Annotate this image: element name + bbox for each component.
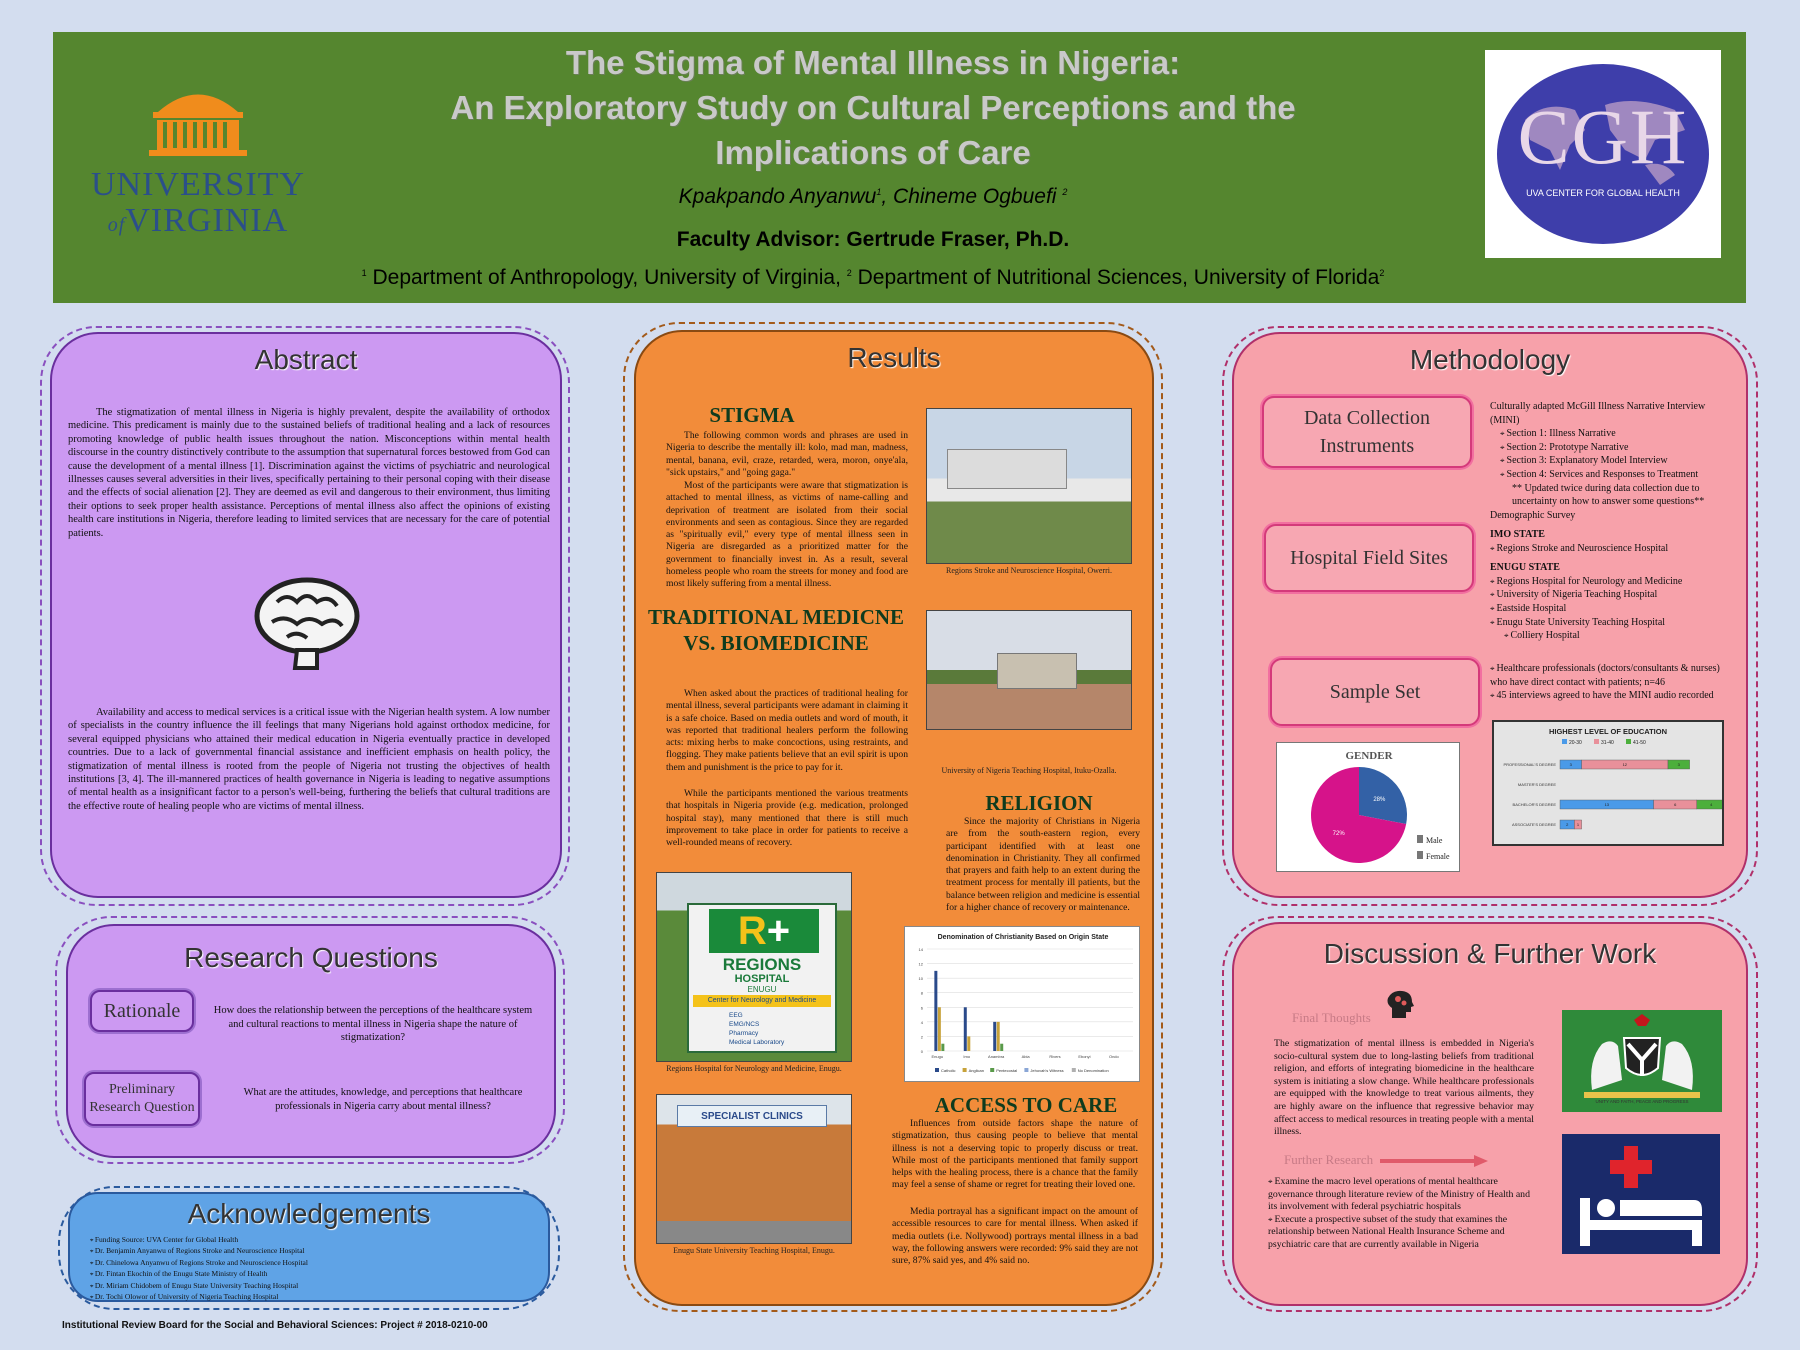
- nigeria-coat-of-arms: [1562, 1010, 1722, 1112]
- arrow-icon: [1380, 1154, 1490, 1168]
- results-title: Results: [847, 342, 941, 373]
- abstract-p1: The stigmatization of mental illness in Nigeria is highly prevalent, despite the availability of orthodox medicine. This predicament is mainly due to the sustained beliefs of traditional healing and a lack of resources promoting knowledge of public health issues throughout the nation. Misconceptions within mental health discourse in the country distinctively contribute to the assumption that supernatural forces bestowed from God can cause the development of a mental illness [1]. Discrimination against the victims of psychiatric and neurological illnesses causes several adversities in their lives, specifically pertaining to their personal coping with their disease and the effects of social alienation [2]. They are deemed as evil and dangerous to their environment, thus limiting their options to seek proper health assistance. Perceptions of mental illness also affect the opinions of existing health care institutions in Nigeria, therefore leading to limited services that are necessary for the care of potential patients.: [68, 407, 550, 539]
- discussion-title: Discussion & Further Work: [1323, 938, 1657, 969]
- legend-swatch: [990, 1068, 994, 1072]
- stigma-heading: STIGMA: [709, 403, 795, 427]
- title-line: The Stigma of Mental Illness in Nigeria:: [565, 44, 1181, 81]
- list-item: ⌖ Dr. Chinelowa Anyanwu of Regions Stroke and Neuroscience Hospital: [90, 1258, 308, 1269]
- legend-label: 20-30: [1569, 740, 1582, 746]
- instruments-list: [1490, 400, 1734, 522]
- list-item: ⌖ Dr. Tochi Olowor of University of Nigeria Teaching Hospital: [90, 1292, 308, 1303]
- legend-label: Jehovah's Witness: [1030, 1068, 1064, 1073]
- hospital-bed-icon: [1562, 1134, 1720, 1254]
- data-label: 3: [1677, 762, 1680, 767]
- list-item: ⌖ Dr. Benjamin Anyanwu of Regions Stroke and Neuroscience Hospital: [90, 1246, 308, 1257]
- x-tick-label: Imo: [963, 1054, 971, 1059]
- author1: Kpakpando Anyanwu: [678, 185, 877, 208]
- x-tick-label: Rivers: [1049, 1054, 1061, 1059]
- list-item: ⌖ Regions Hospital for Neurology and Medicine: [1490, 575, 1734, 589]
- stigma-p1: The following common words and phrases are used in Nigeria to describe the mentally ill: kolo, mad man, madness, mental, banana, evil, craze, retarded, wera, moron, onye'ala, "sick upstairs," and "going gaga.": [666, 430, 908, 478]
- stigma-p2: Most of the participants were aware that stigmatization is attached to mental illness, as victims of name-calling and deprivation of treatment are isolated from their social environments and seen as contagious. Since they are regarded as "spiritually evil," every type of mental illness seen in Nigeria are disregarded as a prioritized matter for the government to financially invest in. As a result, several homeless people who roam the streets for money and food are most likely suffering from a mental illness.: [666, 480, 908, 590]
- sign-r: R: [737, 909, 767, 953]
- list-item: ⌖ Eastside Hospital: [1490, 602, 1734, 616]
- bar: [964, 1007, 967, 1051]
- uva-of: of: [107, 214, 126, 236]
- uva-wordmark-line1: UNIVERSITY: [91, 166, 305, 203]
- legend-label: 41-50: [1633, 740, 1646, 746]
- photo-regions-owerri: [926, 408, 1132, 564]
- bar: [1000, 1044, 1003, 1051]
- access-heading: ACCESS TO CARE: [934, 1093, 1118, 1117]
- enugu-heading: ENUGU STATE: [1490, 562, 1560, 574]
- list-item: ⌖ University of Nigeria Teaching Hospital: [1490, 588, 1734, 602]
- legend-swatch: [1417, 851, 1423, 859]
- legend-swatch: [963, 1068, 967, 1072]
- access-p2: Media portrayal has a significant impact on the amount of accessible resources to care for mental illness. When asked if media outlets (i.e. Nollywood) portrays mental illness in a bad way, the following answers were recorded: 9% said they are not sure, 87% said yes, and 4% said no.: [892, 1206, 1138, 1267]
- data-label: 4: [1710, 802, 1713, 807]
- sign-regions: REGIONS: [722, 955, 802, 974]
- list-item: ⌖ Regions Stroke and Neuroscience Hospital: [1490, 542, 1734, 556]
- demographic-survey: Demographic Survey: [1490, 509, 1576, 521]
- irb-footer: Institutional Review Board for the Social and Behavioral Sciences: Project # 2018-0210-00: [62, 1320, 488, 1331]
- photo3-caption: Regions Hospital for Neurology and Medicine, Enugu.: [666, 1064, 842, 1073]
- abstract-title: Abstract: [254, 344, 358, 375]
- dept1: Department of Anthropology, University of Virginia,: [366, 266, 847, 289]
- abstract-panel: [50, 332, 562, 898]
- trad-heading: TRADITIONAL MEDICNE VS. BIOMEDICINE: [647, 605, 905, 655]
- x-tick-label: Ondo: [1108, 1054, 1119, 1059]
- legend-label: Anglican: [968, 1068, 984, 1073]
- field-sites-list: [1490, 528, 1734, 643]
- list-item: ⌖ Section 3: Explanatory Model Interview: [1490, 454, 1734, 468]
- pie-slice: [1359, 767, 1407, 824]
- hospital-bed-image: [1562, 1134, 1720, 1254]
- clinic-sign: SPECIALIST CLINICS: [677, 1105, 827, 1127]
- photo-unth: [926, 610, 1132, 730]
- data-label: 3: [1569, 762, 1572, 767]
- slice-label: 28%: [1373, 797, 1386, 804]
- religion-p: Since the majority of Christians in Nigeria are from the south-eastern region, every participant identified with at least one denomination in Christianity. They all confirmed that prayers and faith help to an extent during the treatment process for mentally ill patients, but the balance between religion and medicine is essential for a higher chance of recovery or maintenance.: [946, 816, 1140, 914]
- bar: [967, 1036, 970, 1051]
- sign-plus: +: [766, 909, 791, 953]
- prelim-label: Preliminary Research Question: [84, 1072, 200, 1126]
- legend-label: Pentecostal: [996, 1068, 1018, 1073]
- y-tick-label: 6: [920, 1005, 923, 1011]
- religion-heading: RELIGION: [985, 791, 1093, 815]
- list-item: ⌖ Section 2: Prototype Narrative: [1490, 441, 1734, 455]
- list-item: ⌖ 45 interviews agreed to have the MINI audio recorded: [1490, 689, 1734, 703]
- christianity-chart-svg: [905, 927, 1141, 1083]
- dept2-sup: 2: [846, 268, 852, 278]
- list-item: EMG/NCS: [729, 1021, 760, 1028]
- legend-swatch: [1562, 739, 1567, 744]
- data-label: 2: [1566, 822, 1569, 827]
- sample-set-label: Sample Set: [1270, 658, 1480, 726]
- bar: [934, 971, 937, 1051]
- methodology-title: Methodology: [1409, 344, 1571, 375]
- dept1-sup: 1: [361, 268, 367, 278]
- list-item: Pharmacy: [729, 1030, 759, 1037]
- abstract-p2: Availability and access to medical services is a critical issue with the Nigerian health system. A low number of specialists in the country influence the ill feelings that many Nigerians hold against orthodox medicine, for several equipped physicians who attained their medical education in Nigeria eventually practice in developed countries. Due to a lack of governmental financial assistance and inefficient emphasis on health policy, the stigmatization of mental illness is rooted from the people of Nigeria not trusting the objectives of health institutions [3, 4]. The ill-mannered practices of health governance in Nigeria is leading to negative assumptions of mental health as a insignificant factor to a person's well-being, furthering the beliefs that cultural traditions are the effective route of healing people who are victims of mental illness.: [68, 707, 550, 812]
- hospital-sign: [687, 903, 837, 1053]
- authors: [303, 185, 1443, 209]
- list-item: ⌖ Dr. Miriam Chidobem of Enugu State University Teaching Hospital: [90, 1281, 308, 1292]
- photo-regions-enugu: [656, 872, 852, 1062]
- education-chart-svg: [1494, 722, 1722, 844]
- chart-title: HIGHEST LEVEL OF EDUCATION: [1548, 727, 1668, 736]
- building-shape: [947, 449, 1067, 489]
- sign-enugu: ENUGU: [747, 985, 777, 994]
- rq-panel: [66, 924, 556, 1158]
- further-research-list: [1268, 1176, 1538, 1252]
- coat-of-arms-icon: [1562, 1010, 1722, 1112]
- y-tick-label: 10: [918, 976, 923, 982]
- sign-services: [729, 1011, 784, 1047]
- author2-sup: 2: [1062, 187, 1068, 197]
- gender-chart-svg: [1277, 743, 1461, 873]
- instruments-heading: Culturally adapted McGill Illness Narrative Interview (MINI): [1490, 401, 1706, 426]
- legend-swatch: [1417, 835, 1423, 843]
- y-tick-label: BACHELOR'S DEGREE: [1512, 802, 1556, 807]
- final-thoughts-p: The stigmatization of mental illness is embedded in Nigeria's socio-cultural system due to long-lasting beliefs from traditional religion, and efforts of integrating biomedicine in the healthcare system is initiating a slow change. While healthcare professionals are equipped with the knowledge to treat various ailments, they are highly aware on the influence that regressive behavior may affect access to medical resources in treating people with a mental illness.: [1274, 1038, 1534, 1138]
- data-label: 6: [1674, 802, 1677, 807]
- list-item: ⌖ Section 1: Illness Narrative: [1490, 427, 1734, 441]
- title-line: Implications of Care: [715, 134, 1031, 171]
- list-item: ⌖ Funding Source: UVA Center for Global Health: [90, 1235, 308, 1246]
- legend-label: No Denomination: [1077, 1068, 1109, 1073]
- imo-heading: IMO STATE: [1490, 529, 1545, 540]
- legend-label: Catholic: [941, 1068, 956, 1073]
- chart-title: GENDER: [1345, 750, 1393, 762]
- results-panel: [634, 330, 1154, 1306]
- x-tick-label: Ebonyi: [1078, 1054, 1091, 1059]
- further-research-heading: Further Research: [1284, 1152, 1374, 1167]
- x-tick-label: Abia: [1021, 1054, 1030, 1059]
- rotunda-icon: [83, 72, 313, 162]
- photo4-caption: Enugu State University Teaching Hospital, Enugu.: [673, 1246, 835, 1255]
- uva-logo: [83, 72, 313, 242]
- bar: [938, 1007, 941, 1051]
- x-tick-label: Enugu: [931, 1054, 944, 1059]
- legend-label: Male: [1426, 836, 1443, 845]
- list-item: Medical Laboratory: [729, 1039, 785, 1046]
- chart-title: Denomination of Christianity Based on Origin State: [937, 934, 1109, 941]
- legend-swatch: [1626, 739, 1631, 744]
- bar: [941, 1044, 944, 1051]
- list-item: ⌖ Colliery Hospital: [1490, 629, 1734, 643]
- data-label: 1: [1576, 822, 1580, 827]
- education-chart: [1492, 720, 1724, 846]
- y-tick-label: 12: [918, 961, 923, 967]
- y-tick-label: 4: [920, 1019, 923, 1025]
- legend-label: Female: [1426, 852, 1450, 861]
- ack-list: [90, 1235, 308, 1303]
- dept2-end-sup: 2: [1379, 268, 1385, 278]
- rq-title: Research Questions: [184, 942, 438, 973]
- list-item: ⌖ Examine the macro level operations of mental healthcare governance through literature review of the Ministry of Health and its involvement with federal psychiatric hospitals: [1268, 1176, 1538, 1214]
- slice-label: 72%: [1332, 830, 1345, 837]
- ack-title: Acknowledgements: [187, 1198, 431, 1229]
- poster-header: [53, 32, 1746, 303]
- photo1-caption: Regions Stroke and Neuroscience Hospital, Owerri.: [946, 566, 1112, 575]
- y-tick-label: MASTER'S DEGREE: [1517, 782, 1556, 787]
- access-p1: Influences from outside factors shape the nature of stigmatization, thus causing people to believe that mental illness is not a deserving topic to properly discuss or treat. While most of the participants mentioned that family support helps with the healing process, there is a chance that the family may feel a sense of shame or regret for treating their loved one.: [892, 1118, 1138, 1191]
- departments: [253, 266, 1493, 290]
- legend-swatch: [1594, 739, 1599, 744]
- data-label: 12: [1622, 762, 1628, 767]
- sample-list: [1490, 662, 1734, 703]
- cgh-letters: CGH: [1517, 93, 1689, 180]
- title-line: An Exploratory Study on Cultural Perceptions and the: [450, 89, 1296, 126]
- x-tick-label: Anambra: [988, 1054, 1005, 1059]
- poster-title: [323, 40, 1423, 175]
- christianity-chart: [904, 926, 1140, 1082]
- legend-swatch: [1072, 1068, 1076, 1072]
- y-tick-label: 14: [918, 947, 923, 952]
- y-tick-label: 0: [920, 1049, 923, 1054]
- uva-wordmark-line2: [83, 202, 313, 240]
- photo2-caption: University of Nigeria Teaching Hospital, Ituku-Ozalla.: [941, 766, 1117, 775]
- data-collection-label: Data Collection Instruments: [1262, 396, 1472, 468]
- y-tick-label: 2: [920, 1034, 923, 1040]
- faculty-advisor: Faculty Advisor: Gertrude Fraser, Ph.D.: [676, 228, 1070, 251]
- final-thoughts-heading: Final Thoughts: [1292, 1010, 1371, 1025]
- list-item: ⌖ Section 4: Services and Responses to Treatment: [1490, 468, 1734, 482]
- prelim-text: What are the attitudes, knowledge, and perceptions that healthcare professionals in Nigeria carry about mental illness?: [243, 1087, 523, 1112]
- sign-center: Center for Neurology and Medicine: [693, 995, 831, 1007]
- sign-hospital: HOSPITAL: [734, 973, 790, 985]
- sign-logo: [709, 909, 819, 953]
- instruments-note: ** Updated twice during data collection due to uncertainty on how to answer some questions**: [1512, 482, 1705, 508]
- y-tick-label: ASSOCIATE'S DEGREE: [1511, 822, 1556, 827]
- list-item: ⌖ Execute a prospective subset of the study that examines the relationship between National Health Insurance Scheme and psychiatric care that are currently available in Nigeria: [1268, 1214, 1538, 1252]
- legend-swatch: [935, 1068, 939, 1072]
- bar: [993, 1022, 996, 1051]
- list-item: ⌖ Enugu State University Teaching Hospital: [1490, 616, 1734, 630]
- trad-p2: While the participants mentioned the various treatments that hospitals in Nigeria provide (e.g. medication, prolonged hospital stay), many mentioned that there is still much improvement to take place in order for patients to receive a well-rounded means of recovery.: [666, 788, 908, 849]
- discussion-panel: [1232, 922, 1748, 1306]
- data-label: 13: [1604, 802, 1610, 807]
- photo-esuth: [656, 1094, 852, 1244]
- gate-shape: [997, 653, 1077, 689]
- rationale-label: Rationale: [90, 990, 194, 1032]
- trad-p1: When asked about the practices of traditional healing for mental illness, several participants were adamant in claiming it is a safe choice. Based on media outlets and word of mouth, it was reported that traditional healers perform the following acts: mixing herbs to make concoctions, using restraints, and flogging. They make patients believe that an evil spirit is upon them and punishment is the price to pay for it.: [666, 688, 908, 773]
- uva-virginia: VIRGINIA: [125, 202, 289, 239]
- y-tick-label: 8: [920, 990, 923, 996]
- bar: [997, 1022, 1000, 1051]
- list-item: ⌖ Healthcare professionals (doctors/consultants & nurses) who have direct contact with patients; n=46: [1490, 662, 1734, 689]
- head-gears-icon: [1384, 988, 1416, 1020]
- brain-icon: [247, 572, 367, 672]
- methodology-panel: [1232, 332, 1748, 898]
- coat-motto: UNITY AND FAITH, PEACE AND PROGRESS: [1595, 1099, 1689, 1104]
- field-sites-label: Hospital Field Sites: [1264, 524, 1474, 592]
- gender-chart: [1276, 742, 1460, 872]
- list-item: ⌖ Dr. Fintan Ekochin of the Enugu State Ministry of Health: [90, 1269, 308, 1280]
- author2: , Chineme Ogbuefi: [881, 185, 1057, 208]
- dept2: Department of Nutritional Sciences, University of Florida: [851, 266, 1380, 289]
- rationale-text: How does the relationship between the perceptions of the healthcare system and cultural reactions to mental illness in Nigeria shape the nature of stigmatization?: [213, 1005, 533, 1044]
- author1-sup: 1: [876, 187, 882, 197]
- list-item: EEG: [729, 1012, 743, 1019]
- cgh-logo: [1485, 50, 1721, 258]
- legend-swatch: [1024, 1068, 1028, 1072]
- legend-label: 31-40: [1601, 740, 1614, 746]
- cgh-subtitle: UVA CENTER FOR GLOBAL HEALTH: [1526, 188, 1680, 198]
- y-tick-label: PROFESSIONAL'S DEGREE: [1503, 762, 1556, 767]
